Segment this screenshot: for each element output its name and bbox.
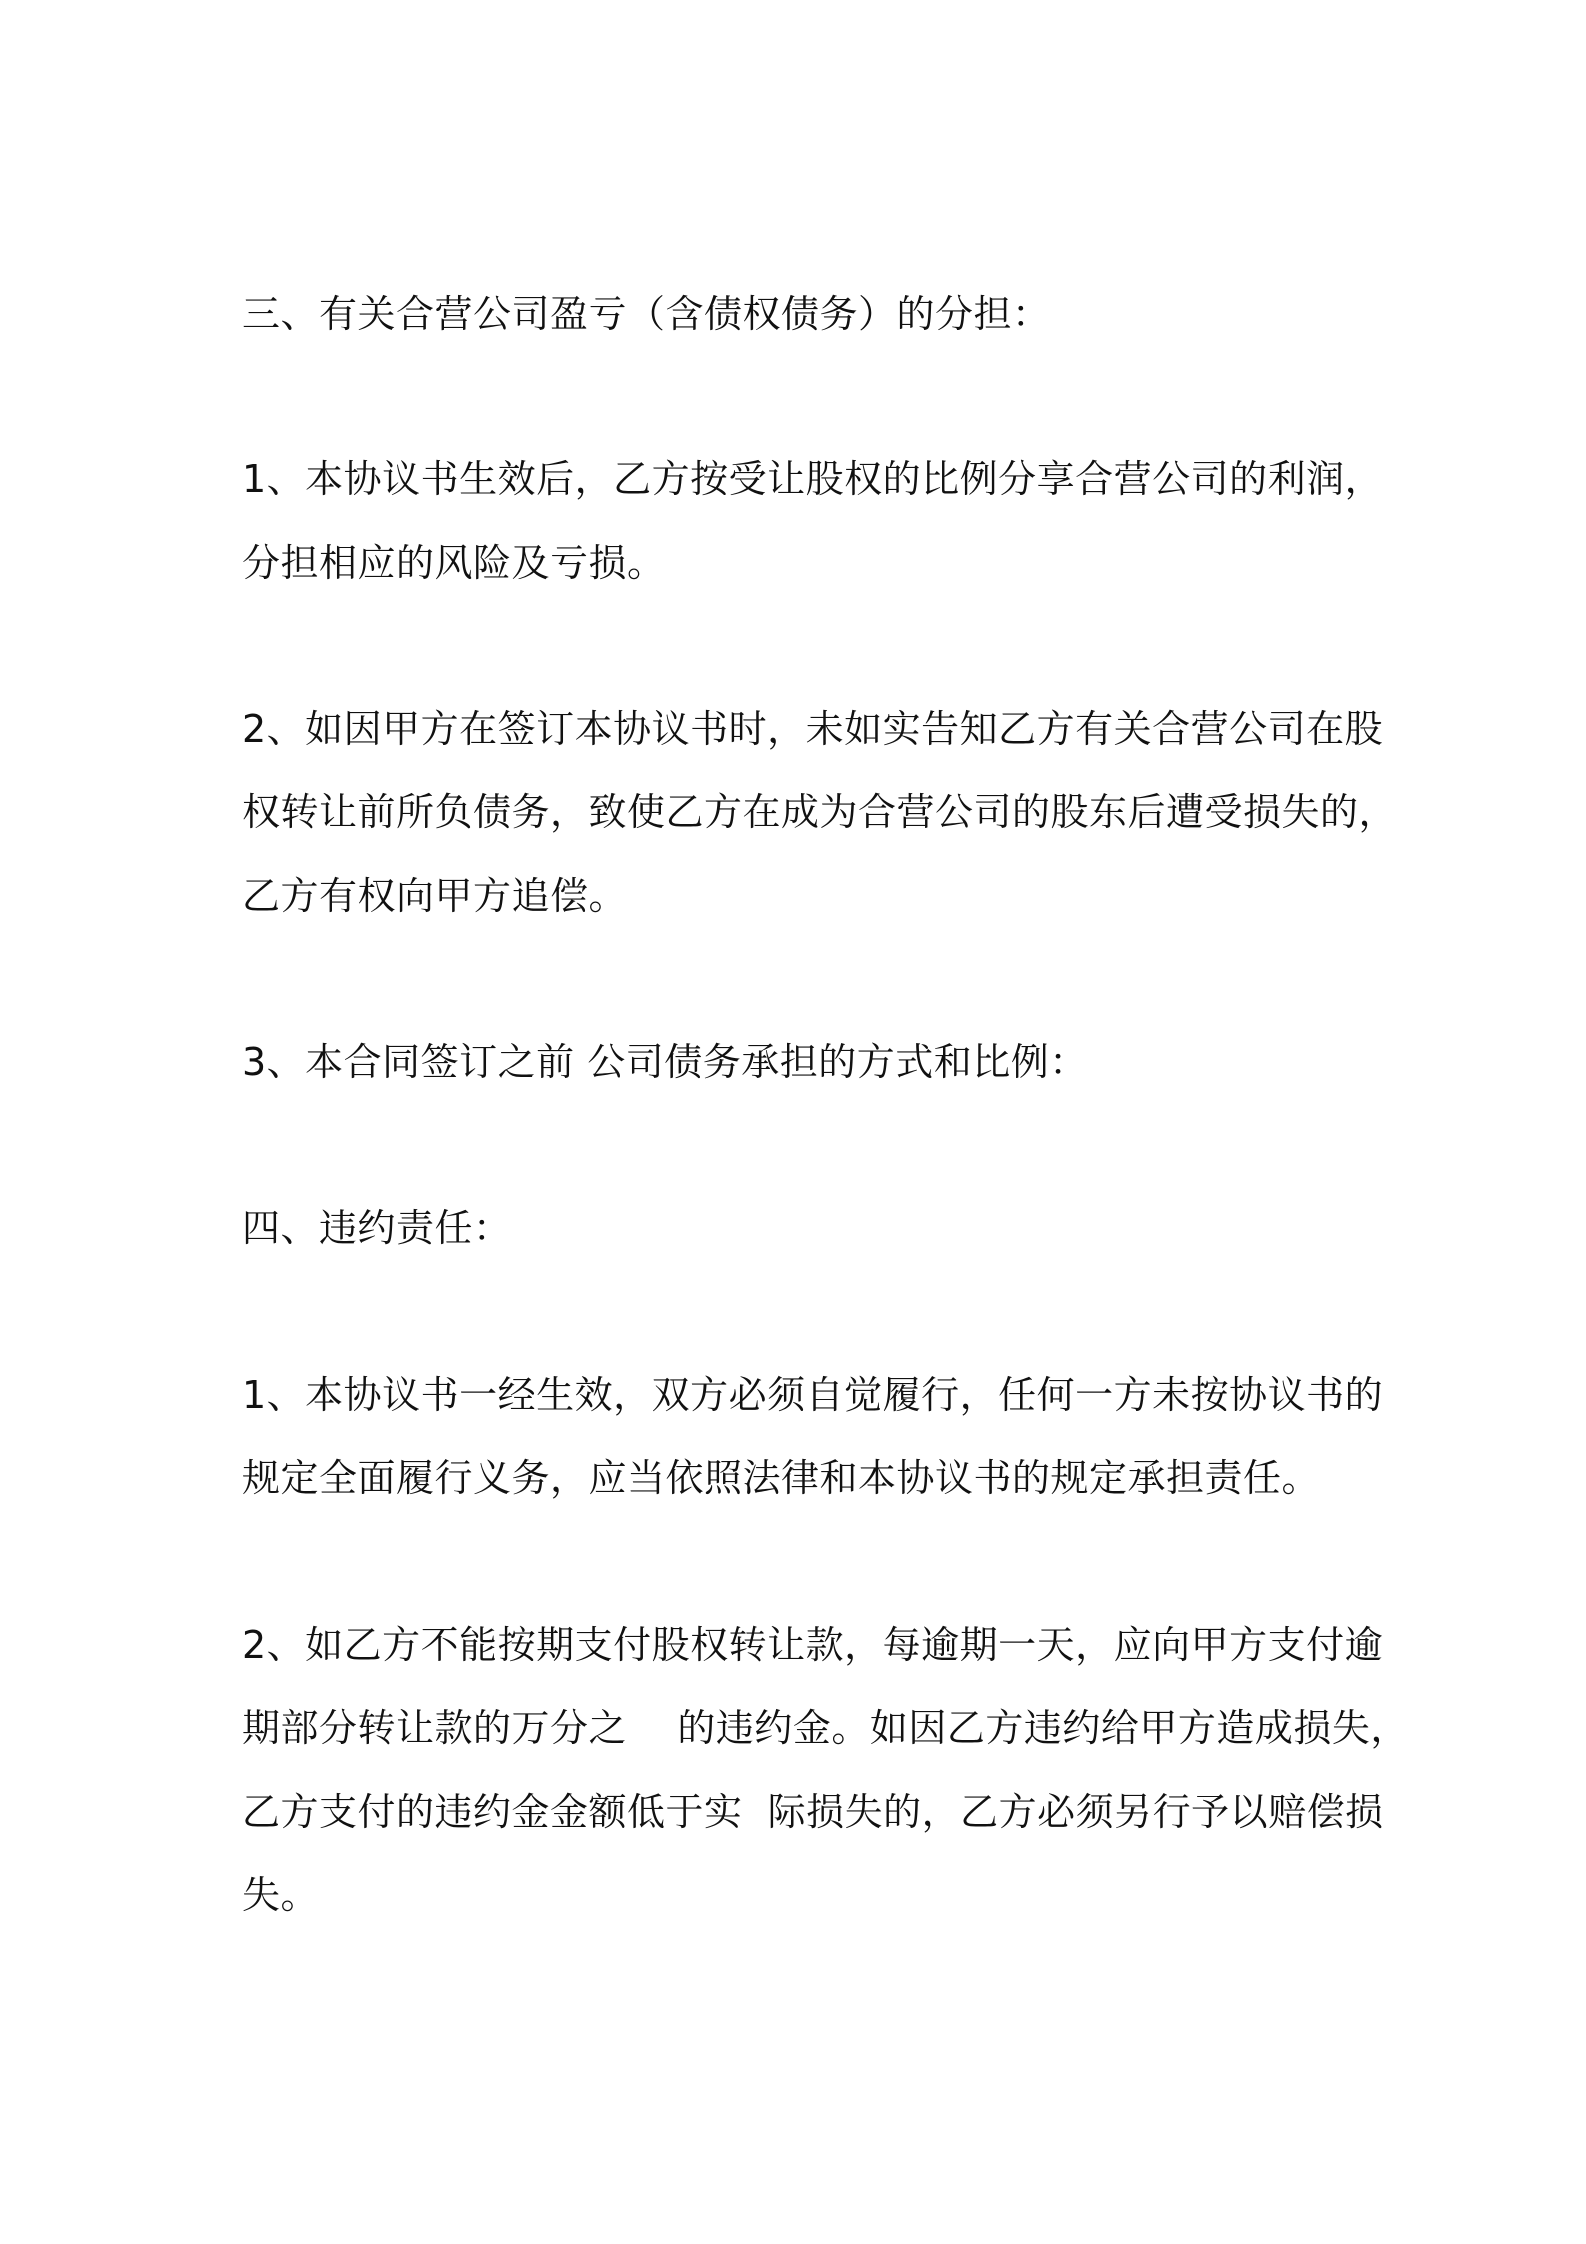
- section-4-item-2-line-4: 失。: [242, 1873, 320, 1917]
- section-4-item-2-line-3: 乙方支付的违约金金额低于实 际损失的，乙方必须另行予以赔偿损: [242, 1790, 1384, 1834]
- section-4-item-1-line-1: 1、本协议书一经生效，双方必须自觉履行，任何一方未按协议书的: [242, 1373, 1384, 1417]
- section-4-item-1-line-2: 规定全面履行义务，应当依照法律和本协议书的规定承担责任。: [242, 1456, 1321, 1500]
- section-4-item-2-line-2: 期部分转让款的万分之 的违约金。如因乙方违约给甲方造成损失，: [242, 1706, 1409, 1750]
- section-3-item-2-line-2: 权转让前所负债务，致使乙方在成为合营公司的股东后遭受损失的，: [242, 790, 1398, 834]
- section-3-item-1-line-2: 分担相应的风险及亏损。: [242, 541, 666, 585]
- section-3-item-1-line-1: 1、本协议书生效后，乙方按受让股权的比例分享合营公司的利润，: [242, 457, 1384, 501]
- section-3-heading: 三、有关合营公司盈亏（含债权债务）的分担：: [242, 292, 1051, 336]
- section-4-heading: 四、违约责任：: [242, 1206, 512, 1250]
- section-3-item-2-line-1: 2、如因甲方在签订本协议书时，未如实告知乙方有关合营公司在股: [242, 707, 1384, 751]
- section-3-item-3-line-1: 3、本合同签订之前 公司债务承担的方式和比例：: [242, 1040, 1088, 1084]
- section-3-item-2-line-3: 乙方有权向甲方追偿。: [242, 874, 628, 918]
- section-4-item-2-line-1: 2、如乙方不能按期支付股权转让款，每逾期一天，应向甲方支付逾: [242, 1623, 1384, 1667]
